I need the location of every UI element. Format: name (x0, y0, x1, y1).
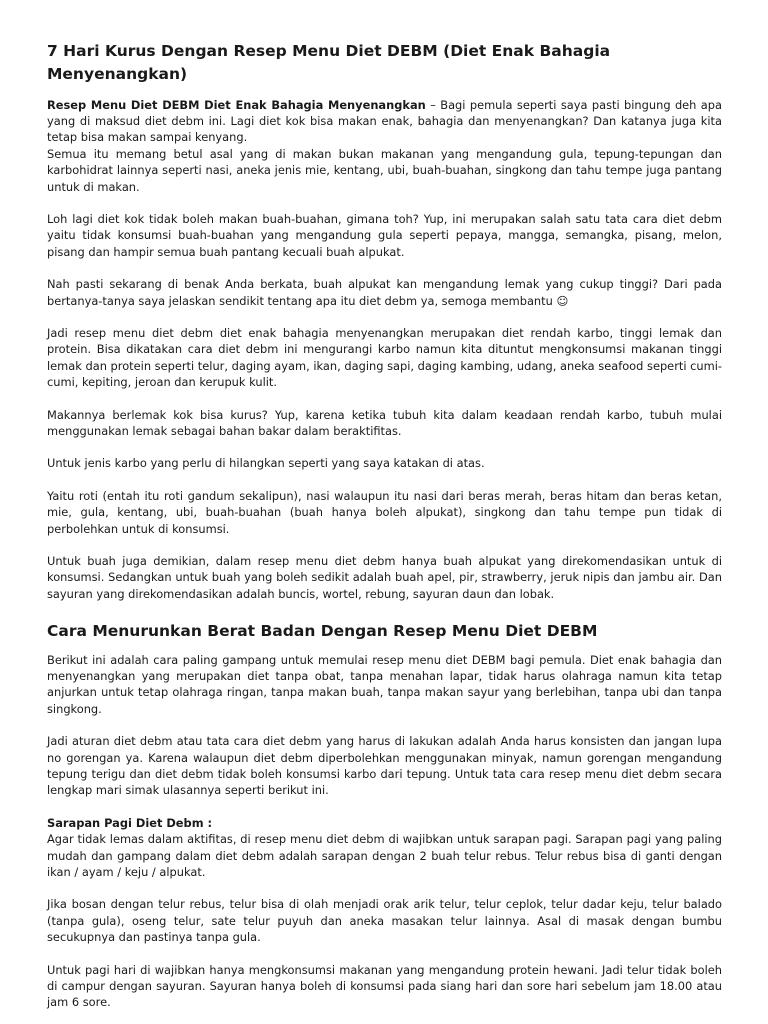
paragraph: Jika bosan dengan telur rebus, telur bisa di olah menjadi orak arik telur, telur ceplok, telur dadar keju, telur balado (tanpa gula), oseng telur, sate telur puyuh dan aneka masakan telur lainnya. Asal di masak dengan bumbu secukupnya dan pastinya tanpa gula. (47, 897, 722, 945)
intro-lead: Resep Menu Diet DEBM Diet Enak Bahagia Menyenangkan (47, 97, 426, 112)
paragraph: Yaitu roti (entah itu roti gandum sekalipun), nasi walaupun itu nasi dari beras merah, beras hitam dan beras ketan, mie, gula, kentang, ubi, buah-buahan (buah hanya boleh alpukat), singkong dan tahu tempe pun tidak di perbolehkan untuk di konsumsi. (47, 488, 722, 536)
paragraph: Loh lagi diet kok tidak boleh makan buah-buahan, gimana toh? Yup, ini merupakan salah satu tata cara diet debm yaitu tidak konsumsi buah-buahan yang mengandung gula seperti pepaya, mangga, semangka, pisang, melon, pisang dan hampir semua buah pantang kecuali buah alpukat. (47, 211, 722, 259)
section-heading: Cara Menurunkan Berat Badan Dengan Resep Menu Diet DEBM (47, 622, 598, 641)
intro-text-2: Semua itu memang betul asal yang di makan bukan makanan yang mengandung gula, tepung-tepungan dan karbohidrat lainnya seperti nasi, aneka jenis mie, kentang, ubi, buah-buahan, singkong dan tahu tempe juga pantang untuk di makan. (47, 146, 722, 194)
paragraph: Untuk buah juga demikian, dalam resep menu diet debm hanya buah alpukat yang direkomendasikan untuk di konsumsi. Sedangkan untuk buah yang boleh sedikit adalah buah apel, pir, strawberry, jeruk nipis dan jambu air. Dan sayuran yang direkomendasikan adalah buncis, wortel, rebung, sayuran daun dan lobak. (47, 554, 722, 601)
paragraph: Berikut ini adalah cara paling gampang untuk memulai resep menu diet DEBM bagi pemula. Diet enak bahagia dan menyenangkan yang merupakan diet tanpa obat, tanpa menahan lapar, tidak harus olahraga namun kita tetap anjurkan untuk tetap olahraga ringan, tanpa makan buah, tanpa makan sayur yang berlebihan, tanpa ubi dan tanpa singkong. (47, 652, 722, 716)
intro-text: – Bagi pemula seperti saya pasti bingung deh apa yang di maksud diet debm ini. Lagi diet kok bisa makan enak, bahagia dan menyenangkan? Dan katanya juga kita tetap bisa makan sampai kenyang. (47, 97, 722, 145)
breakfast-block (47, 815, 722, 881)
document-title: 7 Hari Kurus Dengan Resep Menu Diet DEBM (Diet Enak Bahagia Menyenangkan) (47, 42, 611, 84)
paragraph: Jadi resep menu diet debm diet enak bahagia menyenangkan merupakan diet rendah karbo, tinggi lemak dan protein. Bisa dikatakan cara diet debm ini mengurangi karbo namun kita dituntut mengkonsumsi makanan tinggi lemak dan protein seperti telur, daging ayam, ikan, daging sapi, daging kambing, udang, aneka seafood seperti cumi-cumi, kepiting, jeroan dan kerupuk kulit. (47, 325, 722, 390)
paragraph: Untuk jenis karbo yang perlu di hilangkan seperti yang saya katakan di atas. (47, 456, 485, 471)
paragraph: Nah pasti sekarang di benak Anda berkata, buah alpukat kan mengandung lemak yang cukup tinggi? Dari pada bertanya-tanya saya jelaskan sendikit tentang apa itu diet debm ya, semoga membantu ☺ (47, 277, 722, 308)
paragraph: Jadi aturan diet debm atau tata cara diet debm yang harus di lakukan adalah Anda harus konsisten dan jangan lupa no gorengan ya. Karena walaupun diet debm diperbolehkan menggunakan minyak, namun gorengan mengandung tepung terigu dan diet debm tidak boleh konsumsi karbo dari tepung. Untuk tata cara resep menu diet debm secara lengkap mari simak ulasannya seperti berikut ini. (47, 734, 722, 798)
intro-paragraph (47, 97, 722, 195)
paragraph: Makannya berlemak kok bisa kurus? Yup, karena ketika tubuh kita dalam keadaan rendah karbo, tubuh mulai menggunakan lemak sebagai bahan bakar dalam beraktifitas. (47, 407, 722, 438)
breakfast-text: Agar tidak lemas dalam aktifitas, di resep menu diet debm di wajibkan untuk sarapan pagi. Sarapan pagi yang paling mudah dan gampang dalam diet debm adalah sarapan dengan 2 buah telur rebus. Telur rebus bisa di ganti dengan ikan / ayam / keju / alpukat. (47, 832, 722, 879)
paragraph: Untuk pagi hari di wajibkan hanya mengkonsumsi makanan yang mengandung protein hewani. Jadi telur tidak boleh di campur dengan sayuran. Sayuran hanya boleh di konsumsi pada siang hari dan sore hari sebelum jam 18.00 atau jam 6 sore. (47, 962, 722, 1010)
breakfast-heading: Sarapan Pagi Diet Debm : (47, 815, 213, 830)
